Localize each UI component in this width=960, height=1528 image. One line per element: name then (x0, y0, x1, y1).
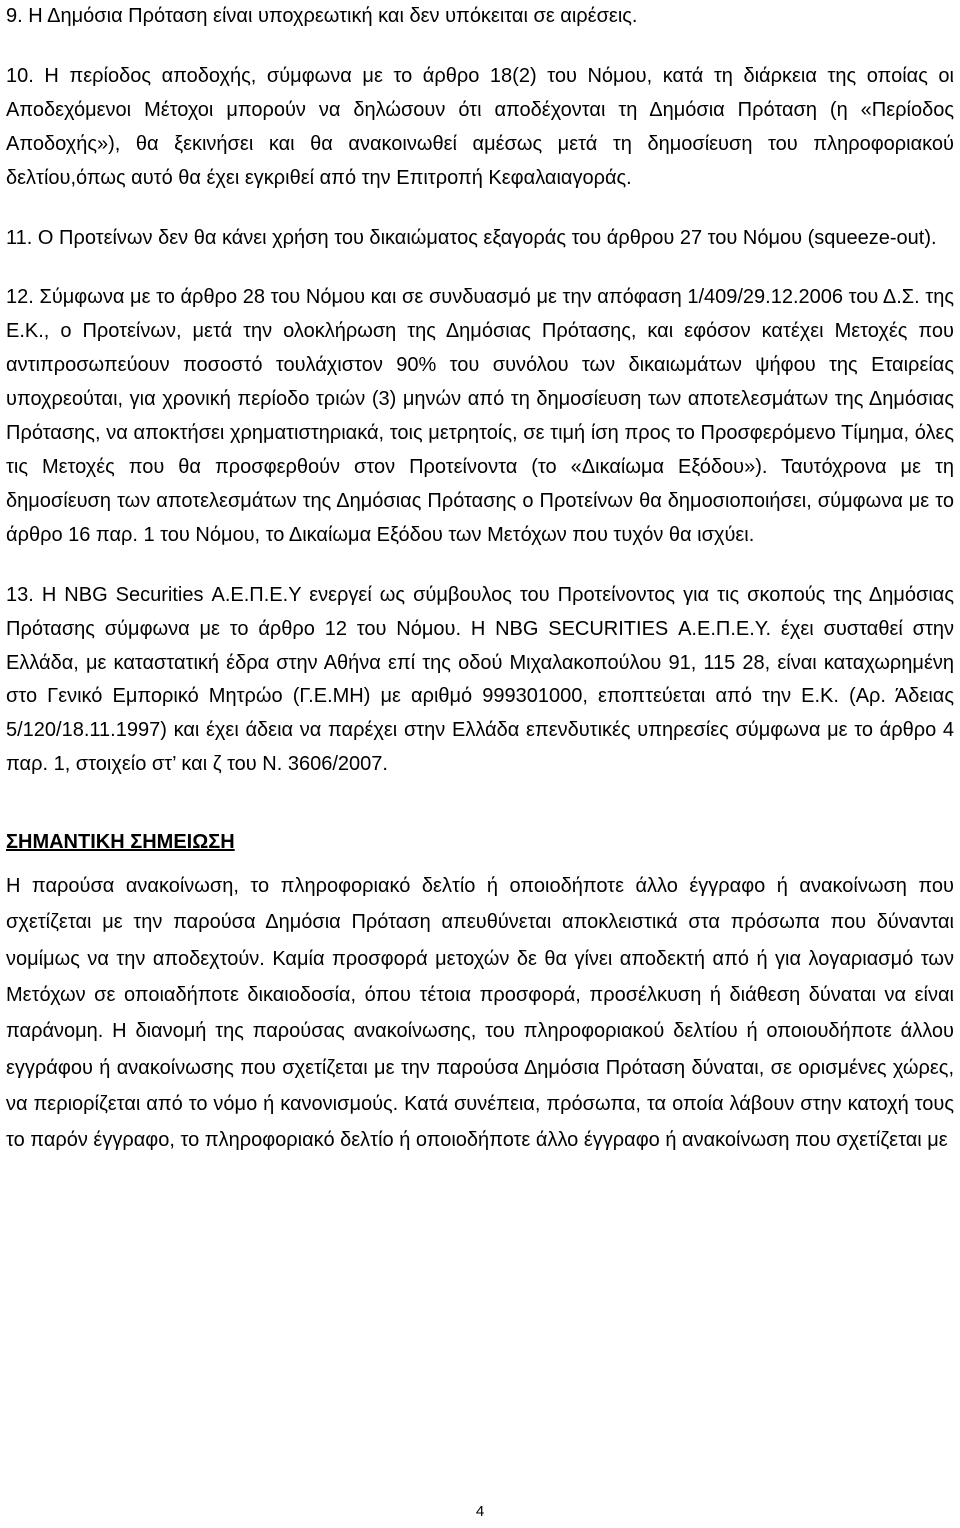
item-13-text: Η NBG Securities Α.Ε.Π.Ε.Υ ενεργεί ως σύμβουλος του Προτείνοντος για τις σκοπούς της Δημόσιας Πρότασης σύμφωνα με το άρθρο 12 του Νόμου. Η NBG SECURITIES Α.Ε.Π.Ε.Υ. έχει συσταθεί στην Ελλάδα, με καταστατική έδρα στην Αθήνα επί της οδού Μιχαλακοπούλου 91, 115 28, είναι καταχωρημένη στο Γενικό Εμπορικό Μητρώο (Γ.Ε.ΜΗ) με αριθμό 999301000, εποπτεύεται από την Ε.Κ. (Αρ. Άδειας 5/120/18.11.1997) και έχει άδεια να παρέχει στην Ελλάδα επενδυτικές υπηρεσίες σύμφωνα με το άρθρο 4 παρ. 1, στοιχείο στ’ και ζ του Ν. 3606/2007. (6, 583, 954, 776)
paragraph-item-9 (6, 0, 954, 34)
item-11-number: 11. (6, 226, 33, 249)
paragraph-item-13 (6, 579, 954, 782)
section-heading: ΣΗΜΑΝΤΙΚΗ ΣΗΜΕΙΩΣΗ (6, 831, 235, 854)
item-9-number: 9. (6, 5, 23, 27)
item-13-number: 13. (6, 583, 34, 606)
page-number: 4 (475, 1503, 485, 1520)
item-12-number: 12. (6, 286, 34, 309)
paragraph-item-12 (6, 281, 954, 552)
paragraph-item-11 (6, 222, 954, 256)
document-page (6, 0, 954, 1158)
notice-paragraph: Η παρούσα ανακοίνωση, το πληροφοριακό δελτίο ή οποιοδήποτε άλλο έγγραφο ή ανακοίνωση που σχετίζεται με την παρούσα Δημόσια Πρόταση απευθύνεται αποκλειστικά στα πρόσωπα που δύνανται νομίμως να την αποδεχτούν. Καμία προσφορά μετοχών δε θα γίνει αποδεκτή από ή για λογαριασμό των Μετόχων σε οποιαδήποτε δικαιοδοσία, όπου τέτοια προσφορά, προσέλκυση ή διάθεση δύναται να είναι παράνομη. Η διανομή της παρούσας ανακοίνωσης, του πληροφοριακού δελτίου ή οποιουδήποτε άλλου εγγράφου ή ανακοίνωσης που σχετίζεται με την παρούσα Δημόσια Πρόταση δύναται, σε ορισμένες χώρες, να περιορίζεται από το νόμο ή κανονισμούς. Κατά συνέπεια, πρόσωπα, τα οποία λάβουν στην κατοχή τους το παρόν έγγραφο, το πληροφοριακό δελτίο ή οποιοδήποτε άλλο έγγραφο ή ανακοίνωση που σχετίζεται με (6, 875, 954, 1152)
item-12-text: Σύμφωνα με το άρθρο 28 του Νόμου και σε συνδυασμό με την απόφαση 1/409/29.12.2006 του Δ.Σ. της Ε.Κ., ο Προτείνων, μετά την ολοκλήρωση της Δημόσιας Πρότασης, και εφόσον κατέχει Μετοχές που αντιπροσωπεύουν ποσοστό τουλάχιστον 90% του συνόλου των δικαιωμάτων ψήφου της Εταιρείας υποχρεούται, για χρονική περίοδο τριών (3) μηνών από τη δημοσίευση των αποτελεσμάτων της Δημόσιας Πρότασης, να αποκτήσει χρηματιστηριακά, τοις μετρητοίς, σε τιμή ίση προς το Προσφερόμενο Τίμημα, όλες τις Μετοχές που θα προσφερθούν στον Προτείνοντα (το «Δικαίωμα Εξόδου»). Ταυτόχρονα με τη δημοσίευση των αποτελεσμάτων της Δημόσιας Πρότασης ο Προτείνων θα δημοσιοποιήσει, σύμφωνα με το άρθρο 16 παρ. 1 του Νόμου, το Δικαίωμα Εξόδου των Μετόχων που τυχόν θα ισχύει. (6, 286, 954, 546)
item-10-text: Η περίοδος αποδοχής, σύμφωνα με το άρθρο 18(2) του Νόμου, κατά τη διάρκεια της οποίας οι Αποδεχόμενοι Μέτοχοι μπορούν να δηλώσουν ότι αποδέχονται τη Δημόσια Πρόταση (η «Περίοδος Αποδοχής»), θα ξεκινήσει και θα ανακοινωθεί αμέσως μετά τη δημοσίευση του πληροφοριακού δελτίου,όπως αυτό θα έχει εγκριθεί από την Επιτροπή Κεφαλαιαγοράς. (6, 64, 954, 189)
item-9-text: Η Δημόσια Πρόταση είναι υποχρεωτική και δεν υπόκειται σε αιρέσεις. (28, 5, 638, 27)
paragraph-item-10 (6, 60, 954, 196)
item-11-text: Ο Προτείνων δεν θα κάνει χρήση του δικαιώματος εξαγοράς του άρθρου 27 του Νόμου (squeeze-out). (37, 226, 937, 249)
item-10-number: 10. (6, 64, 34, 87)
